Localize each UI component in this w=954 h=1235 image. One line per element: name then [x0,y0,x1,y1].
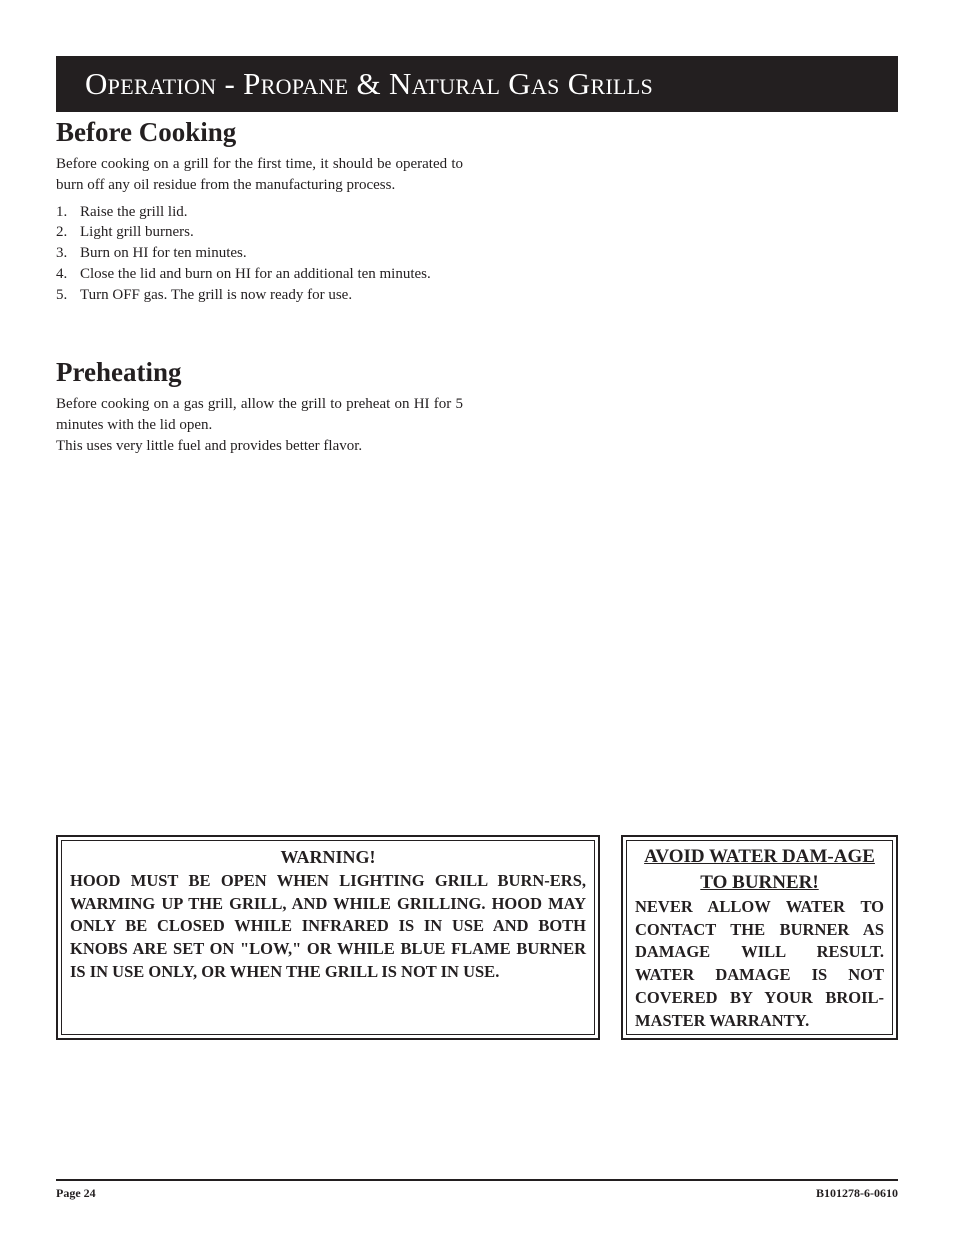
step-number: 4. [56,265,68,282]
before-cooking-steps [56,202,463,306]
water-damage-box [621,835,898,1040]
warning-box-content [70,846,586,984]
step-text: Burn on HI for ten minutes. [80,245,247,262]
preheating-section [56,356,463,456]
step-text: Turn OFF gas. The grill is now ready for use. [80,286,353,303]
water-damage-title: AVOID WATER DAM-AGE TO BURNER! [644,846,875,893]
step-text: Close the lid and burn on HI for an additional ten minutes. [80,265,431,282]
page-title: Operation - Propane & Natural Gas Grills [85,66,654,101]
list-item [56,264,463,285]
warning-box [56,835,600,1040]
title-banner [56,56,898,112]
step-number: 5. [56,286,68,303]
step-text: Raise the grill lid. [80,203,188,220]
list-item [56,202,463,223]
before-cooking-heading: Before Cooking [56,117,237,147]
step-number: 3. [56,245,68,262]
step-number: 2. [56,224,68,241]
step-text: Light grill burners. [80,224,194,241]
footer-divider [56,1179,898,1181]
list-item [56,243,463,264]
step-number: 1. [56,203,68,220]
list-item [56,222,463,243]
water-damage-box-content [635,844,884,1032]
warning-title: WARNING! [280,847,376,867]
before-cooking-intro: Before cooking on a grill for the first time, it should be operated to burn off any oil residue from the manufacturing process. [56,156,463,193]
page-number: Page 24 [56,1186,96,1200]
document-code: B101278-6-0610 [816,1186,898,1200]
before-cooking-section [56,116,463,306]
list-item [56,285,463,306]
preheating-text-2: This uses very little fuel and provides better flavor. [56,437,363,454]
preheating-heading: Preheating [56,357,182,387]
warning-text: HOOD MUST BE OPEN WHEN LIGHTING GRILL BURN-ERS, WARMING UP THE GRILL, AND WHILE GRILLING. HOOD MAY ONLY BE CLOSED WHILE INFRARED IS IN USE AND BOTH KNOBS ARE SET ON "LOW," OR WHILE BLUE FLAME BURNER IS IN USE ONLY, OR WHEN THE GRILL IS NOT IN USE. [70,871,586,981]
water-damage-text: NEVER ALLOW WATER TO CONTACT THE BURNER AS DAMAGE WILL RESULT. WATER DAMAGE IS NOT COVERED BY YOUR BROIL-MASTER WARRANTY. [635,897,884,1030]
preheating-text: Before cooking on a gas grill, allow the grill to preheat on HI for 5 minutes with the lid open. [56,396,463,433]
